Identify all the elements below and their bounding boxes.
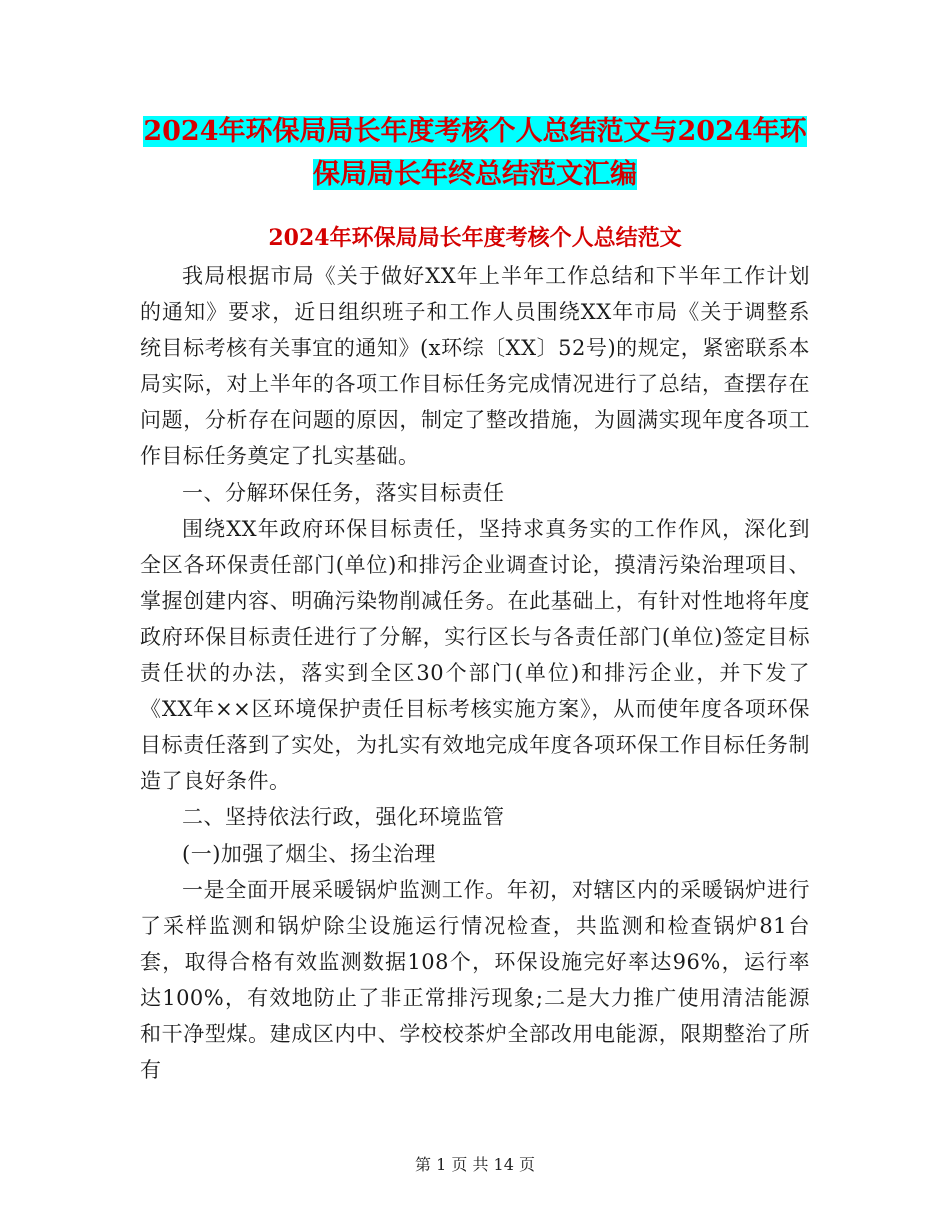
document-title bbox=[140, 110, 810, 196]
paragraph-two: 一是全面开展采暖锅炉监测工作。年初，对辖区内的采暖锅炉进行了采样监测和锅炉除尘设施运行情况检查，共监测和检查锅炉81台套，取得合格有效监测数据108个，环保设施完好率达96%，运行率达100%，有效地防止了非正常排污现象;二是大力推广使用清洁能源和干净型煤。建成区内中、学校校茶炉全部改用电能源，限期整治了所有 bbox=[140, 877, 810, 1083]
subheading-two-one: (一)加强了烟尘、扬尘治理 bbox=[182, 841, 436, 866]
document-body bbox=[140, 258, 810, 1088]
heading-one: 一、分解环保任务，落实目标责任 bbox=[182, 480, 505, 505]
title-highlight: 2024年环保局局长年度考核个人总结范文与2024年环保局局长年终总结范文汇编 bbox=[143, 116, 807, 190]
paragraph-intro: 我局根据市局《关于做好XX年上半年工作总结和下半年工作计划的通知》要求，近日组织班子和工作人员围绕XX年市局《关于调整系统目标考核有关事宜的通知》(x环综〔XX〕52号)的规定，紧密联系本局实际，对上半年的各项工作目标任务完成情况进行了总结，查摆存在问题，分析存在问题的原因，制定了整改措施，为圆满实现年度各项工作目标任务奠定了扎实基础。 bbox=[140, 264, 810, 469]
heading-two: 二、坚持依法行政，强化环境监管 bbox=[182, 805, 505, 830]
page-number-footer: 第 1 页 共 14 页 bbox=[415, 1155, 535, 1174]
section-title: 2024年环保局局长年度考核个人总结范文 bbox=[268, 225, 682, 251]
paragraph-one: 围绕XX年政府环保目标责任，坚持求真务实的工作作风，深化到全区各环保责任部门(单位)和排污企业调查讨论，摸清污染治理项目、掌握创建内容、明确污染物削减任务。在此基础上，有针对性地将年度政府环保目标责任进行了分解，实行区长与各责任部门(单位)签定目标责任状的办法，落实到全区30个部门(单位)和排污企业，并下发了《XX年××区环境保护责任目标考核实施方案》，从而使年度各项环保目标责任落到了实处，为扎实有效地完成年度各项环保工作目标任务制造了良好条件。 bbox=[140, 516, 810, 794]
